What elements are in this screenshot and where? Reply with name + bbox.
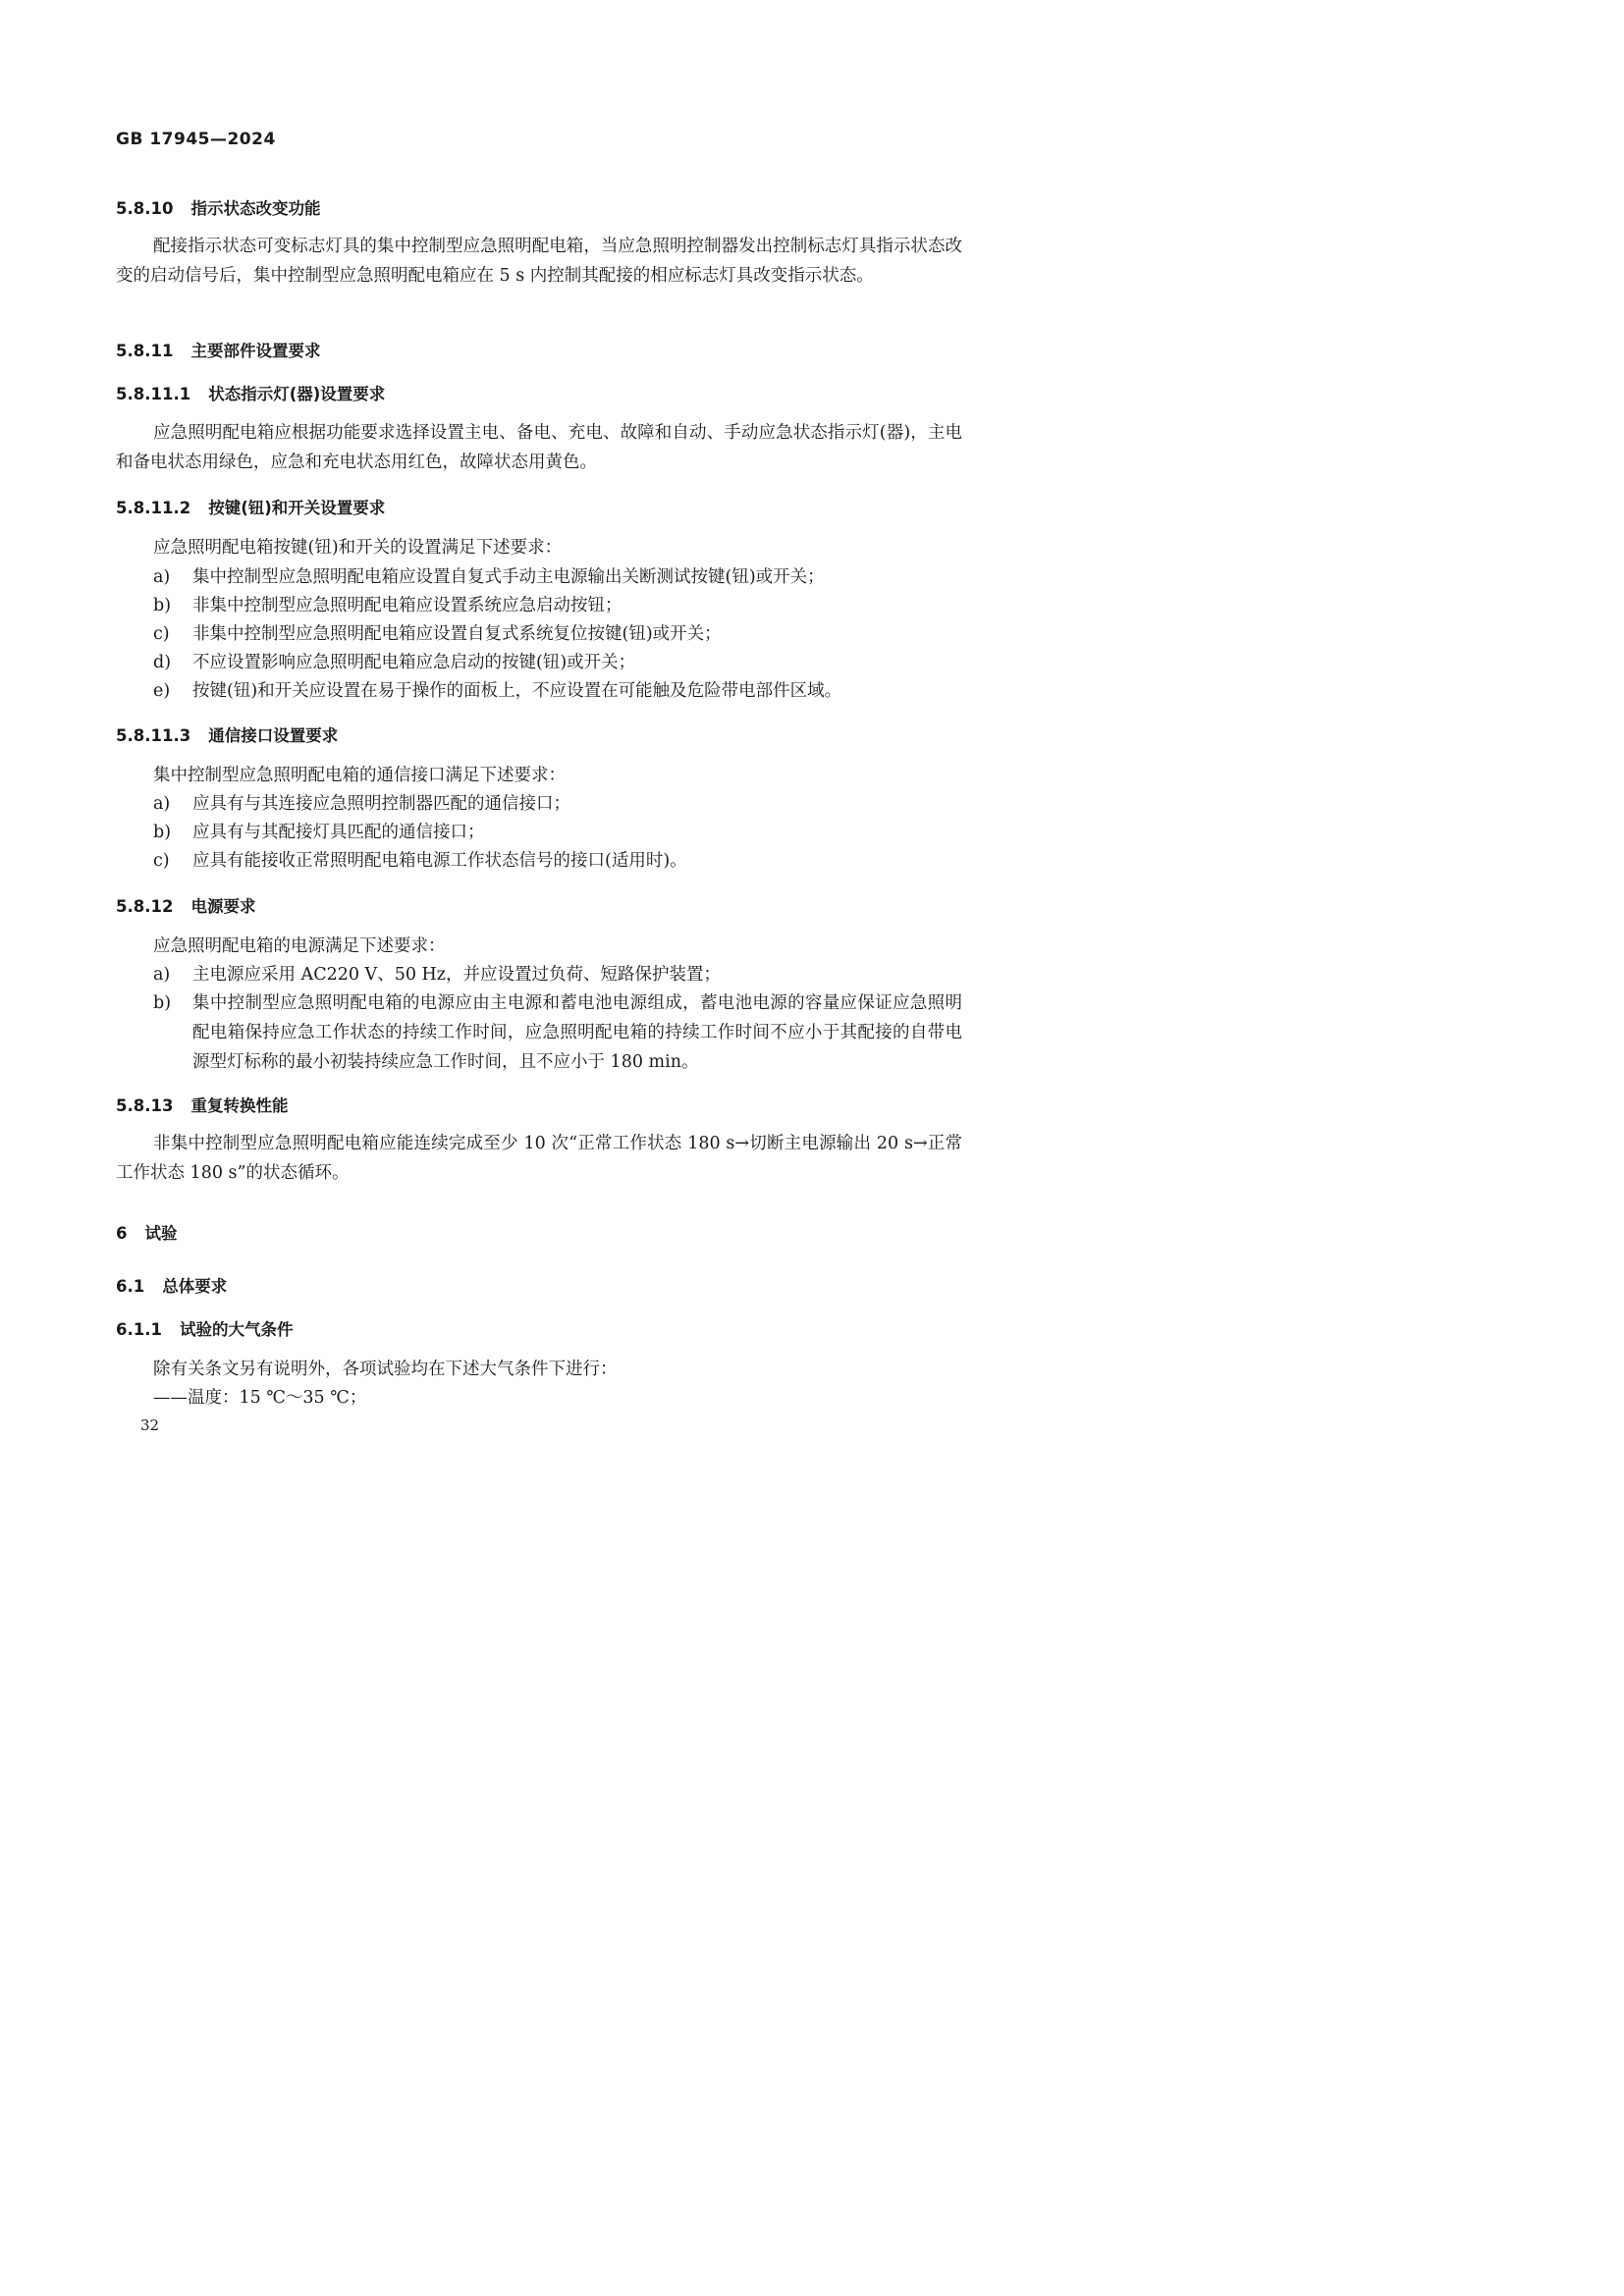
list-text: 不应设置影响应急照明配电箱应急启动的按键(钮)或开关； [192,653,636,672]
clause-title: 主要部件设置要求 [190,342,321,360]
list-marker: e) [153,681,171,701]
list-text: 集中控制型应急照明配电箱应设置自复式手动主电源输出关断测试按键(钮)或开关； [192,567,825,587]
clause-heading-5-8-11 [116,338,320,361]
standard-code-header: GB 17945—2024 [116,130,276,149]
list-marker: a) [153,965,171,985]
clause-lead-5-8-12: 应急照明配电箱的电源满足下述要求： [153,936,446,956]
clause-text-5-8-13: 非集中控制型应急照明配电箱应能连续完成至少 10 次“正常工作状态 180 s→切断主电源输出 20 s→正常工作状态 180 s”的状态循环。 [116,1134,962,1183]
clause-heading-5-8-10 [116,195,320,219]
clause-heading-5-8-12 [116,893,255,917]
list-marker: c) [153,624,170,644]
clause-title: 电源要求 [190,897,256,916]
clause-number: 6 [116,1224,128,1243]
list-marker: c) [153,851,170,871]
clause-number: 5.8.12 [116,897,174,916]
clause-title: 总体要求 [162,1277,228,1296]
clause-heading-6-1-1 [116,1316,293,1340]
clause-number: 5.8.11 [116,342,174,360]
clause-text-5-8-10: 配接指示状态可变标志灯具的集中控制型应急照明配电箱，当应急照明控制器发出控制标志灯具指示状态改变的启动信号后，集中控制型应急照明配电箱应在 5 s 内控制其配接的相应标志灯具改变指示状态。 [116,237,962,286]
clause-title: 状态指示灯(器)设置要求 [208,385,386,403]
clause-heading-5-8-11-3 [116,722,338,746]
list-text: 非集中控制型应急照明配电箱应设置系统应急启动按钮； [192,596,623,615]
list-text: 按键(钮)和开关应设置在易于操作的面板上，不应设置在可能触及危险带电部件区域。 [192,681,842,701]
clause-number: 6.1 [116,1277,145,1296]
list-text: 应具有与其配接灯具匹配的通信接口； [192,823,485,842]
document-page [0,0,1082,1530]
clause-title: 试验的大气条件 [179,1320,294,1339]
clause-lead-5-8-11-2: 应急照明配电箱按键(钮)和开关的设置满足下述要求： [153,538,563,558]
clause-lead-5-8-11-3: 集中控制型应急照明配电箱的通信接口满足下述要求： [153,766,566,785]
clause-title: 按键(钮)和开关设置要求 [208,499,386,517]
clause-text-5-8-11-1: 应急照明配电箱应根据功能要求选择设置主电、备电、充电、故障和自动、手动应急状态指示灯(器)，主电和备电状态用绿色，应急和充电状态用红色，故障状态用黄色。 [116,423,962,472]
list-text: 集中控制型应急照明配电箱的电源应由主电源和蓄电池电源组成，蓄电池电源的容量应保证应急照明配电箱保持应急工作状态的持续工作时间，应急照明配电箱的持续工作时间不应小于其配接的自带电源型灯标称的最小初装持续应急工作时间，且不应小于 180 min。 [192,993,962,1072]
clause-number: 5.8.11.2 [116,499,191,517]
dash-list-item: ——温度：15 ℃～35 ℃； [153,1388,367,1408]
clause-number: 6.1.1 [116,1320,162,1339]
list-marker: b) [153,993,172,1013]
clause-heading-5-8-13 [116,1093,288,1116]
list-text: 应具有能接收正常照明配电箱电源工作状态信号的接口(适用时)。 [192,851,687,871]
clause-heading-5-8-11-1 [116,381,385,404]
clause-title: 指示状态改变功能 [190,199,321,218]
list-marker: d) [153,653,172,672]
clause-heading-5-8-11-2 [116,495,385,518]
clause-number: 5.8.13 [116,1096,174,1115]
chapter-heading-6 [116,1220,177,1244]
list-text: 应具有与其连接应急照明控制器匹配的通信接口； [192,794,570,814]
clause-heading-6-1 [116,1273,227,1297]
clause-number: 5.8.11.3 [116,726,191,745]
clause-number: 5.8.10 [116,199,174,218]
clause-title: 重复转换性能 [190,1096,289,1115]
list-marker: b) [153,823,172,842]
clause-lead-6-1-1: 除有关条文另有说明外，各项试验均在下述大气条件下进行： [153,1360,618,1379]
list-text: 主电源应采用 AC220 V、50 Hz，并应设置过负荷、短路保护装置； [192,965,722,985]
list-marker: a) [153,567,171,587]
list-marker: a) [153,794,171,814]
clause-title: 通信接口设置要求 [208,726,339,745]
list-text: 非集中控制型应急照明配电箱应设置自复式系统复位按键(钮)或开关； [192,624,722,644]
clause-number: 5.8.11.1 [116,385,191,403]
list-marker: b) [153,596,172,615]
page-number: 32 [140,1416,160,1434]
clause-title: 试验 [144,1224,178,1243]
